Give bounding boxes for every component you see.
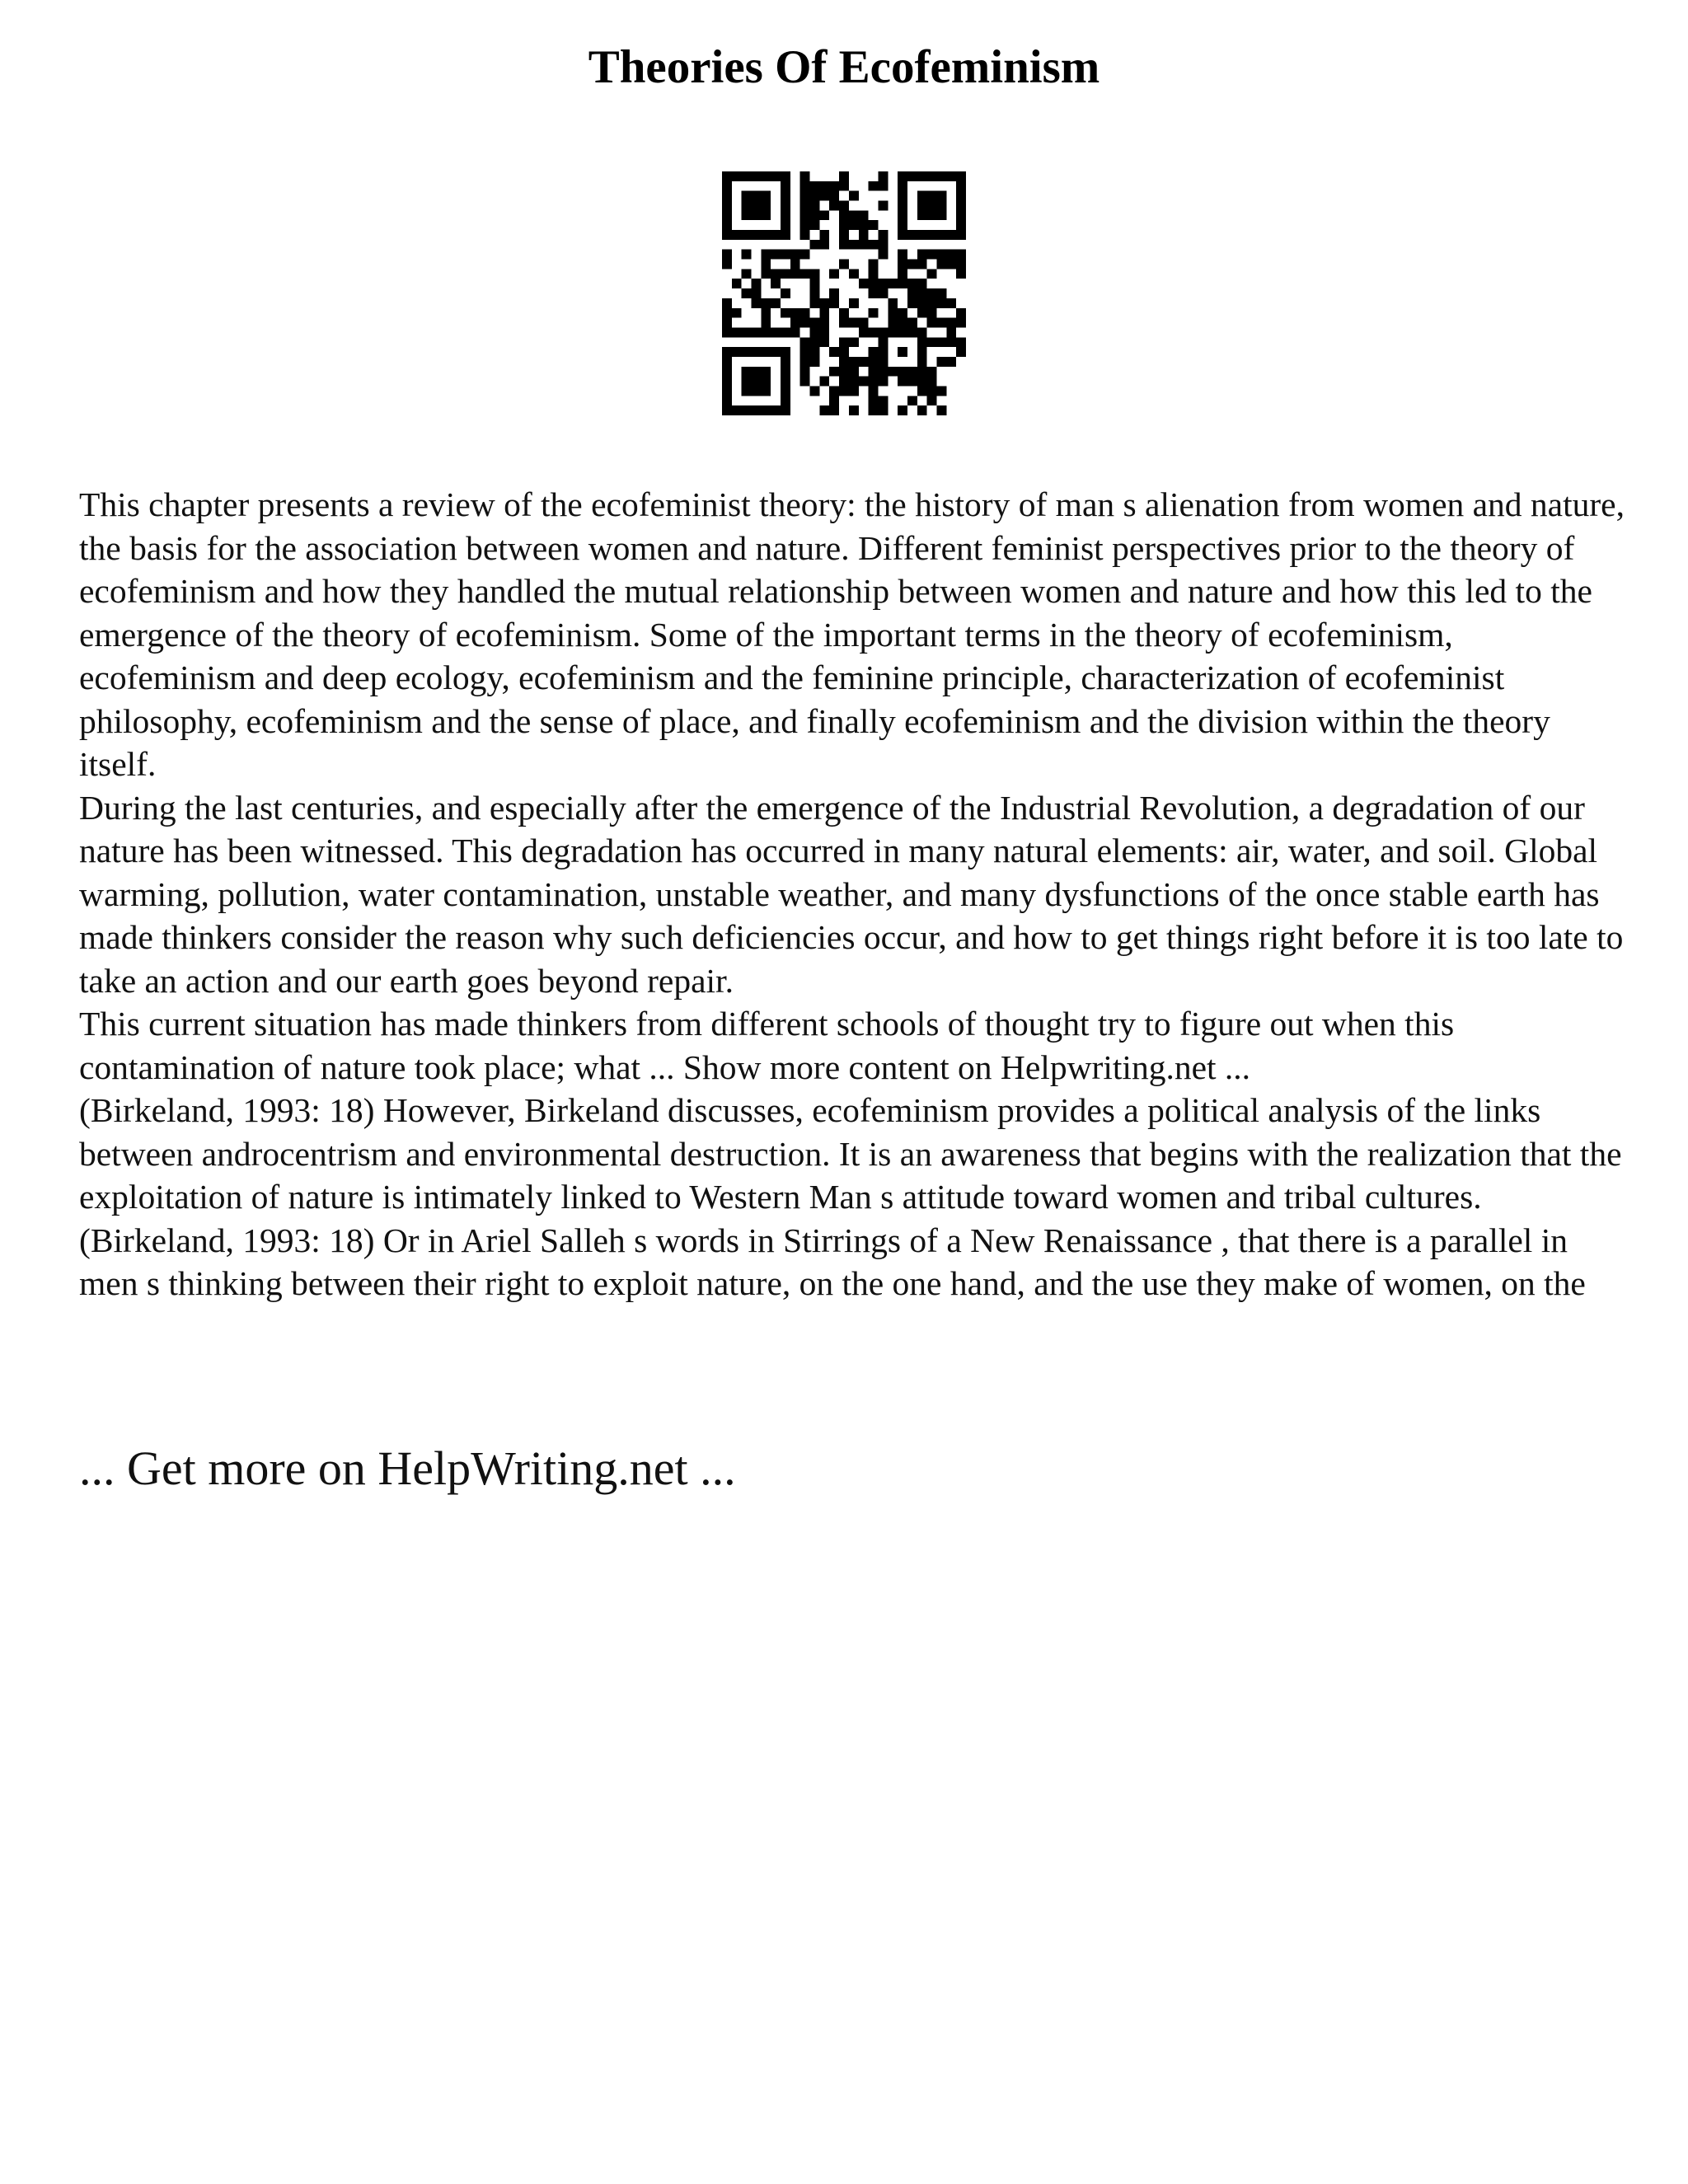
paragraph-degradation: During the last centuries, and especially after the emergence of the Industrial Revolution, a degradation of our nature has been witnessed. This degradation has occurred in many natural elements: air, water, and soil. Global warming, pollution, water contamination, unstable weather, and many dysfunctions of the once stable earth has made thinkers consider the reason why such deficiencies occur, and how to get things right before it is too late to take an action and our earth goes beyond repair. bbox=[79, 788, 1624, 1000]
document-title: Theories Of Ecofeminism bbox=[588, 41, 1100, 93]
get-more-link[interactable]: ... Get more on HelpWriting.net ... bbox=[79, 1441, 736, 1495]
qr-code-icon[interactable] bbox=[722, 171, 966, 415]
qr-code-graphic bbox=[722, 171, 966, 415]
paragraph-current-situation: This current situation has made thinkers from different schools of thought try to figure out when this contamination of nature took place; what ... Show more content on Helpwriting.net ... bbox=[79, 1005, 1455, 1086]
document-body bbox=[79, 483, 1629, 1305]
paragraph-intro: This chapter presents a review of the ecofeminist theory: the history of man s alienation from women and nature, the basis for the association between women and nature. Different feminist perspectives prior to the theory of ecofeminism and how they handled the mutual relationship between women and nature and how this led to the emergence of the theory of ecofeminism. Some of the important terms in the theory of ecofeminism, ecofeminism and deep ecology, ecofeminism and the feminine principle, characterization of ecofeminist philosophy, ecofeminism and the sense of place, and finally ecofeminism and the division within the theory itself. bbox=[79, 485, 1625, 783]
paragraph-birkeland: (Birkeland, 1993: 18) However, Birkeland discusses, ecofeminism provides a political analysis of the links between androcentrism and environmental destruction. It is an awareness that begins with the realization that the exploitation of nature is intimately linked to Western Man s attitude toward women and tribal cultures. (Birkeland, 1993: 18) Or in Ariel Salleh s words in Stirrings of a New Renaissance , that there is a parallel in men s thinking between their right to exploit nature, on the one hand, and the use they make of women, on the bbox=[79, 1091, 1622, 1302]
